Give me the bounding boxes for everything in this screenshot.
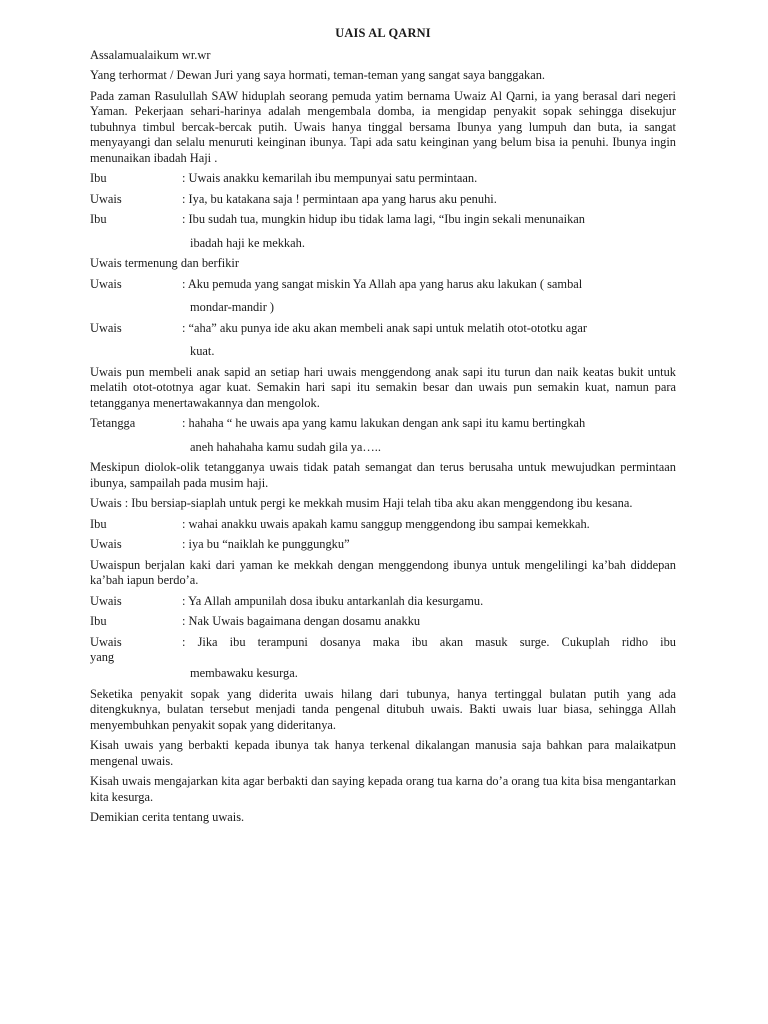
- document-page: [90, 26, 676, 831]
- paragraph-healing: Seketika penyakit sopak yang diderita uwais hilang dari tubunya, hanya tertinggal bulatan putih yang ada ditengkuknya, bulatan tersebut menjadi tanda pengenal ditubuh uwais. Bakti uwais luar biasa, sehingga Allah menyembuhkan penyakit sopak yang dideritanya.: [90, 686, 676, 732]
- dialogue-text: : Iya, bu katakana saja ! permintaan apa yang harus aku penuhi.: [182, 191, 497, 206]
- dialogue-text-continued: aneh hahahaha kamu sudah gila ya…..: [190, 439, 381, 454]
- dialogue-text: : Ya Allah ampunilah dosa ibuku antarkanlah dia kesurgamu.: [182, 593, 484, 608]
- speaker-label: Uwais: [90, 276, 122, 291]
- dialogue-line: [90, 192, 676, 208]
- dialogue-text: : iya bu “naiklah ke punggungku”: [182, 537, 350, 551]
- speaker-label: Uwais: [90, 191, 122, 206]
- paragraph-lesson: Kisah uwais mengajarkan kita agar berbakti dan saying kepada orang tua karna do’a orang tua kita bisa mengantarkan kita kesurga.: [90, 774, 676, 804]
- paragraph-journey: Uwaispun berjalan kaki dari yaman ke mekkah dengan menggendong ibunya untuk mengelilingi ka’bah diddepan ka’bah iapun berdo’a.: [90, 557, 676, 587]
- dialogue-line: [90, 212, 676, 251]
- greeting: Assalamualaikum wr.wr: [90, 47, 211, 62]
- document-title: UAIS AL QARNI: [335, 26, 431, 40]
- dialogue-text: : wahai anakku uwais apakah kamu sanggup menggendong ibu sampai kemekkah.: [182, 516, 590, 531]
- speaker-label: Ibu: [90, 614, 107, 628]
- paragraph-training: Uwais pun membeli anak sapid an setiap hari uwais menggendong anak sapi itu turun dan naik keatas bukit untuk melatih otot-ototnya agar kuat. Semakin hari sapi itu semakin besar dan uwais pun semakin kuat, namun para tetangganya menertawakannya dan mengolok.: [90, 364, 676, 410]
- speaker-label: Uwais: [90, 537, 122, 551]
- speaker-label: Uwais: [90, 634, 122, 649]
- dialogue-text: : hahaha “ he uwais apa yang kamu lakukan dengan ank sapi itu kamu bertingkah: [182, 416, 586, 430]
- speaker-label: Uwais: [90, 593, 122, 608]
- dialogue-line: [90, 614, 676, 630]
- dialogue-text: : Aku pemuda yang sangat miskin Ya Allah apa yang harus aku lakukan ( sambal: [182, 276, 583, 291]
- dialogue-text-continued: membawaku kesurga.: [190, 666, 298, 680]
- dialogue-line: [90, 537, 676, 553]
- dialogue-line: [90, 517, 676, 533]
- dialogue-text: : Ibu sudah tua, mungkin hidup ibu tidak lama lagi, “Ibu ingin sekali menunaikan: [182, 212, 585, 226]
- speaker-label-overflow: yang: [90, 650, 115, 664]
- dialogue-text-continued: ibadah haji ke mekkah.: [190, 235, 305, 250]
- dialogue-text: : Uwais anakku kemarilah ibu mempunyai satu permintaan.: [182, 171, 478, 185]
- dialogue-text-continued: kuat.: [190, 344, 215, 358]
- speaker-label: Tetangga: [90, 416, 136, 430]
- dialogue-line: [90, 594, 676, 610]
- speaker-label: Ibu: [90, 171, 107, 185]
- dialogue-line: [90, 416, 676, 455]
- dialogue-text: : Nak Uwais bagaimana dengan dosamu anakku: [182, 614, 421, 628]
- paragraph-perseverance: Meskipun diolok-olik tetangganya uwais tidak patah semangat dan terus berusaha untuk mewujudkan permintaan ibunya, sampailah pada musim haji.: [90, 460, 676, 490]
- dialogue-line: [90, 171, 676, 187]
- paragraph-fame: Kisah uwais yang berbakti kepada ibunya tak hanya terkenal dikalangan manusia saja bahkan para malaikatpun mengenal uwais.: [90, 738, 676, 768]
- speaker-label: Ibu: [90, 212, 107, 226]
- dialogue-line: [90, 321, 676, 360]
- dialogue-line: [90, 277, 676, 316]
- speaker-label: Uwais: [90, 320, 122, 335]
- dialogue-line: [90, 635, 676, 682]
- dialogue-text: : Jika ibu terampuni dosanya maka ibu akan masuk surge. Cukuplah ridho ibu: [182, 634, 676, 649]
- paragraph-invitation: Uwais : Ibu bersiap-siaplah untuk pergi ke mekkah musim Haji telah tiba aku akan menggendong ibu kesana.: [90, 496, 633, 510]
- closing-line: Demikian cerita tentang uwais.: [90, 810, 245, 824]
- narration: Uwais termenung dan berfikir: [90, 256, 239, 270]
- dialogue-text: : “aha” aku punya ide aku akan membeli anak sapi untuk melatih otot-ototku agar: [182, 320, 587, 335]
- speaker-label: Ibu: [90, 516, 107, 531]
- salutation: Yang terhormat / Dewan Juri yang saya hormati, teman-teman yang sangat saya banggakan.: [90, 68, 545, 82]
- dialogue-text-continued: mondar-mandir ): [190, 300, 275, 314]
- paragraph-opening: Pada zaman Rasulullah SAW hiduplah seorang pemuda yatim bernama Uwaiz Al Qarni, ia yang berasal dari negeri Yaman. Pekerjaan sehari-harinya adalah mengembala domba, ia mengidap penyakit sopak sehingga disekujur tubuhnya timbul bercak-bercak putih. Uwais hanya tinggal bersama Ibunya yang lumpuh dan buta, ia sangat menyayangi dan selalu menuruti keinginan ibunya. Tapi ada satu keinginan yang belum bisa ia penuhi. Ibunya ingin menunaikan ibadah Haji .: [90, 88, 676, 165]
